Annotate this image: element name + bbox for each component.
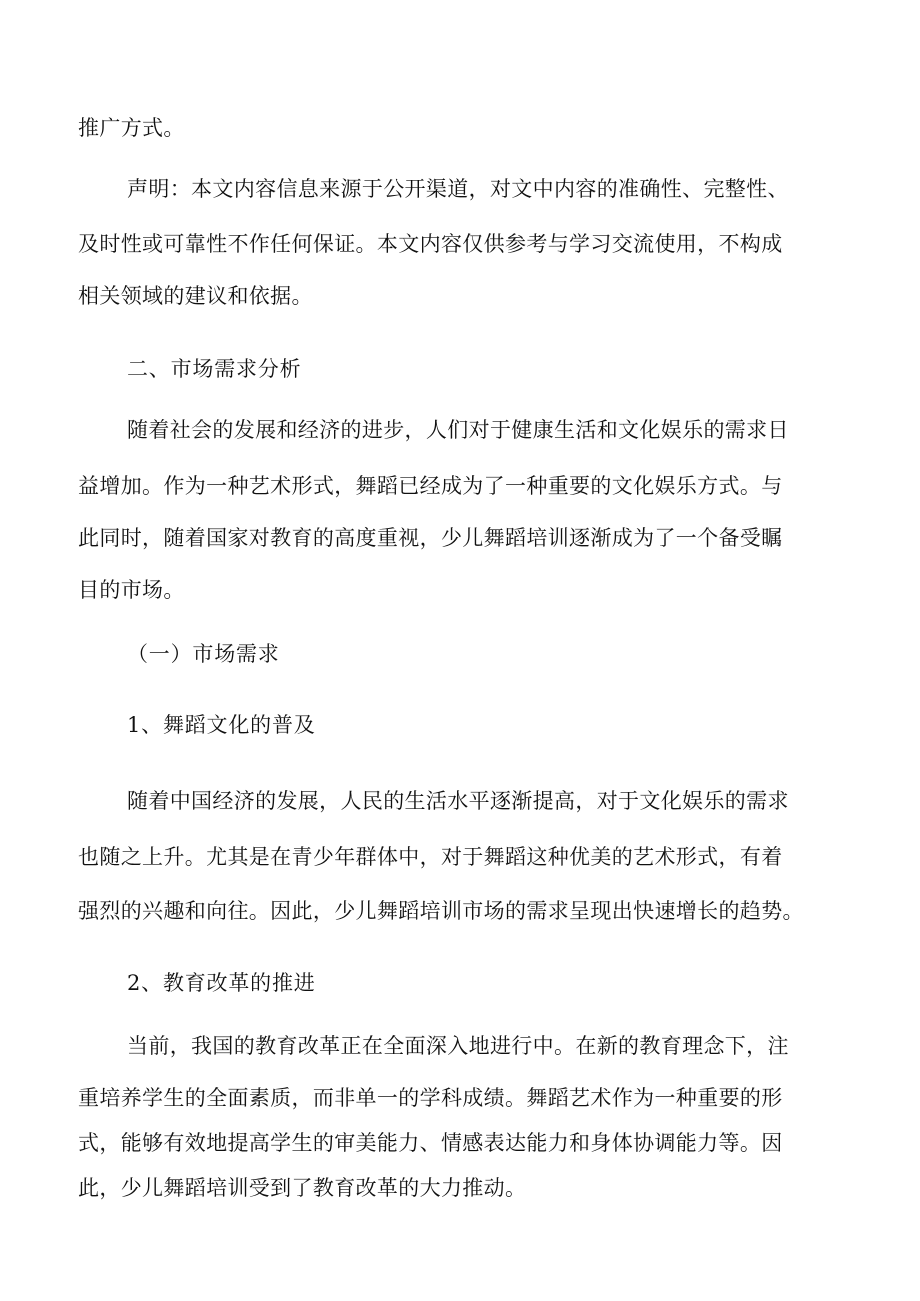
item-2-para-line-1: 当前，我国的教育改革正在全面深入地进行中。在新的教育理念下，注 bbox=[127, 1034, 789, 1058]
item-1-para-line-3: 强烈的兴趣和向往。因此，少儿舞蹈培训市场的需求呈现出快速增长的趋势。 bbox=[78, 899, 804, 923]
section-2-para-line-1: 随着社会的发展和经济的进步，人们对于健康生活和文化娱乐的需求日 bbox=[127, 418, 789, 442]
intro-tail-text: 推广方式。 bbox=[78, 116, 185, 140]
section-2-para-line-3: 此同时，随着国家对教育的高度重视，少儿舞蹈培训逐渐成为了一个备受瞩 bbox=[78, 526, 783, 550]
item-2-para-line-4: 此，少儿舞蹈培训受到了教育改革的大力推动。 bbox=[78, 1176, 527, 1200]
item-2-para-line-3: 式，能够有效地提高学生的审美能力、情感表达能力和身体协调能力等。因 bbox=[78, 1131, 783, 1155]
disclaimer-line-3: 相关领域的建议和依据。 bbox=[78, 284, 313, 308]
subsection-1-title: （一）市场需求 bbox=[127, 642, 280, 666]
section-2-para-line-4: 目的市场。 bbox=[78, 578, 185, 602]
section-2-title: 二、市场需求分析 bbox=[127, 357, 302, 381]
item-1-title: 1、舞蹈文化的普及 bbox=[127, 713, 316, 737]
section-2-para-line-2: 益增加。作为一种艺术形式，舞蹈已经成为了一种重要的文化娱乐方式。与 bbox=[78, 474, 783, 498]
item-2-para-line-2: 重培养学生的全面素质，而非单一的学科成绩。舞蹈艺术作为一种重要的形 bbox=[78, 1086, 783, 1110]
disclaimer-line-2: 及时性或可靠性不作任何保证。本文内容仅供参考与学习交流使用，不构成 bbox=[78, 232, 783, 256]
item-2-title: 2、教育改革的推进 bbox=[127, 971, 316, 995]
item-1-para-line-2: 也随之上升。尤其是在青少年群体中，对于舞蹈这种优美的艺术形式，有着 bbox=[78, 845, 783, 869]
disclaimer-line-1: 声明：本文内容信息来源于公开渠道，对文中内容的准确性、完整性、 bbox=[127, 177, 789, 201]
item-1-para-line-1: 随着中国经济的发展，人民的生活水平逐渐提高，对于文化娱乐的需求 bbox=[127, 789, 789, 813]
